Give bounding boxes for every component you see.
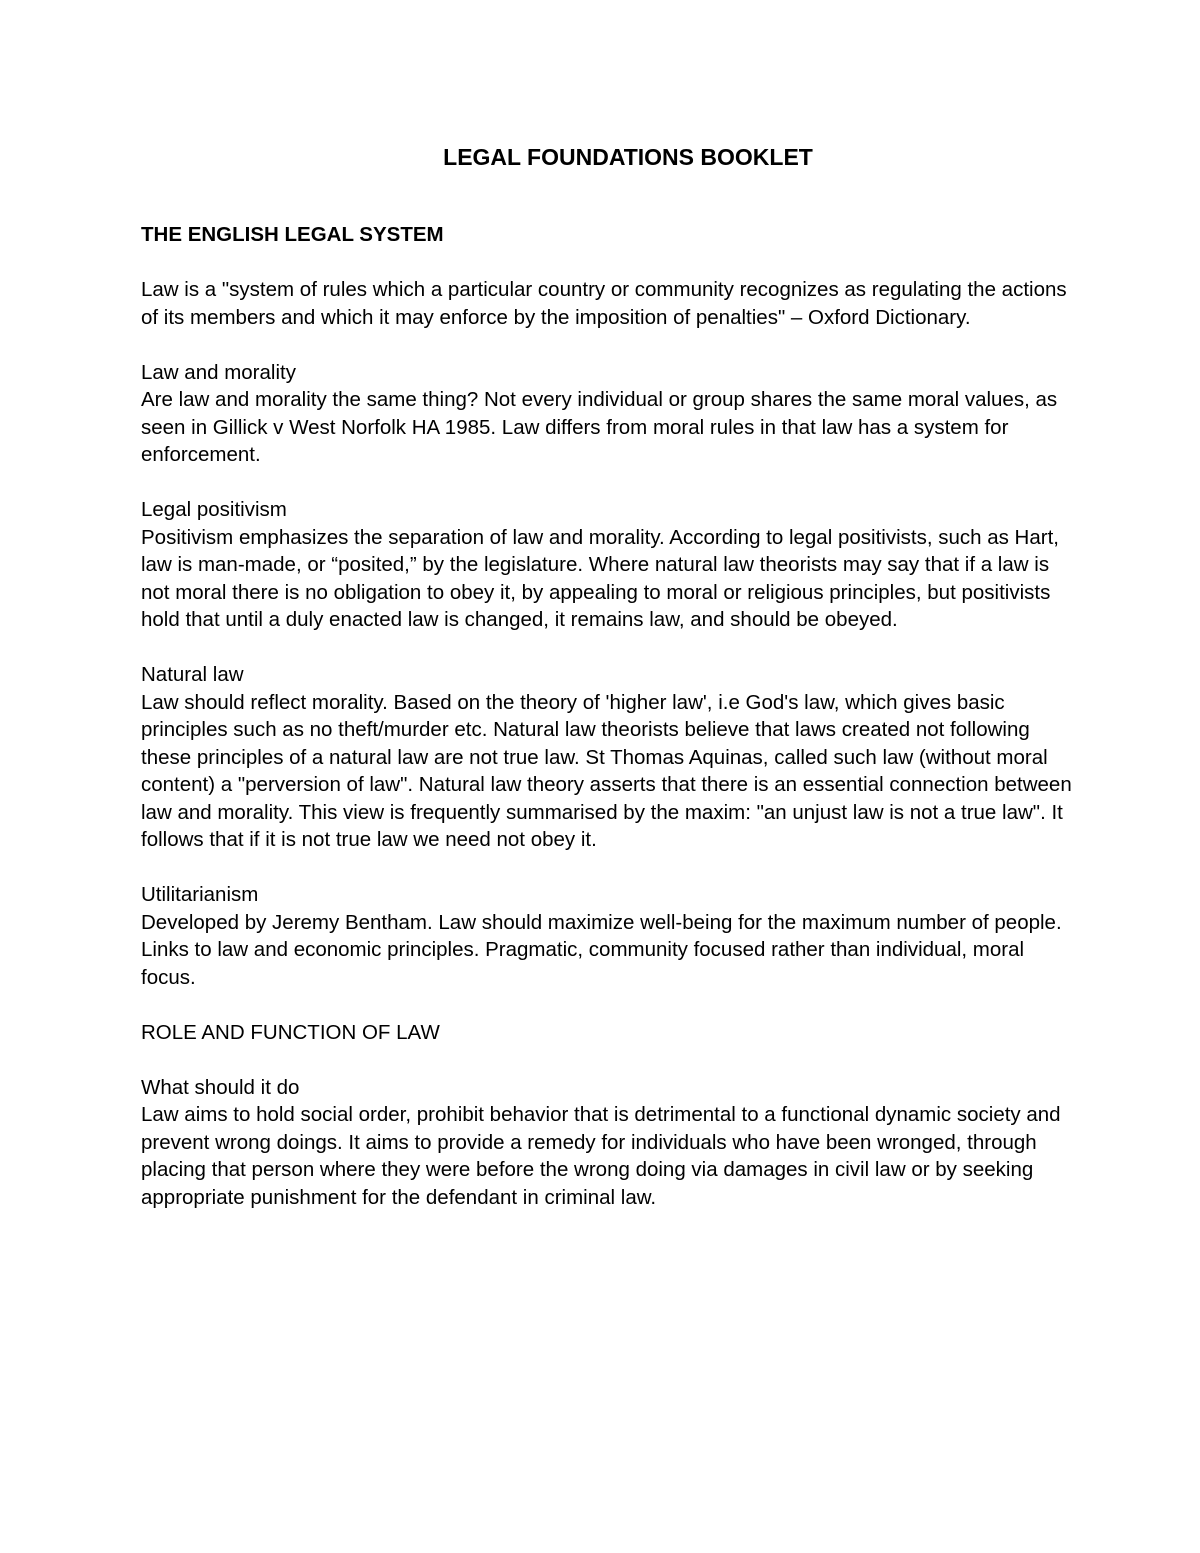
utilitarianism-block — [141, 881, 1081, 991]
intro-block — [141, 276, 1081, 331]
law-and-morality-paragraph: Are law and morality the same thing? Not every individual or group shares the same moral values, as seen in Gillick v West Norfolk HA 1985. Law differs from moral rules in that law has a system for enforcement. — [141, 388, 1058, 466]
legal-positivism-block — [141, 496, 1081, 634]
subheading-what-should-it-do: What should it do — [141, 1075, 300, 1099]
document-body — [141, 221, 1081, 1239]
natural-law-block — [141, 661, 1081, 854]
document-title: LEGAL FOUNDATIONS BOOKLET — [443, 144, 813, 170]
utilitarianism-paragraph: Developed by Jeremy Bentham. Law should maximize well-being for the maximum number of people. Links to law and economic principles. Pragmatic, community focused rather than individual, moral focus. — [141, 910, 1062, 989]
subheading-legal-positivism: Legal positivism — [141, 498, 287, 521]
subheading-natural-law: Natural law — [141, 663, 244, 686]
legal-positivism-paragraph: Positivism emphasizes the separation of law and morality. According to legal positivists, such as Hart, law is man-made, or “posited,” by the legislature. Where natural law theorists may say that if a law is not moral there is no obligation to obey it, by appealing to moral or religious principles, but positivists hold that until a duly enacted law is changed, it remains law, and should be obeyed. — [141, 525, 1059, 631]
what-should-it-do-paragraph: Law aims to hold social order, prohibit behavior that is detrimental to a functional dynamic society and prevent wrong doings. It aims to provide a remedy for individuals who have been wronged, through placing that person where they were before the wrong doing via damages in civil law or by seeking appropriate punishment for the defendant in criminal law. — [141, 1103, 1061, 1209]
section-heading-english-legal-system: THE ENGLISH LEGAL SYSTEM — [141, 223, 444, 246]
what-should-it-do-block — [141, 1074, 1081, 1212]
law-definition-paragraph: Law is a "system of rules which a particular country or community recognizes as regulating the actions of its members and which it may enforce by the imposition of penalties" – Oxford Dictionary. — [141, 278, 1067, 329]
subheading-law-and-morality: Law and morality — [141, 360, 296, 384]
natural-law-paragraph: Law should reflect morality. Based on the theory of 'higher law', i.e God's law, which gives basic principles such as no theft/murder etc. Natural law theorists believe that laws created not following these principles of a natural law are not true law. St Thomas Aquinas, called such law (without moral content) a "perversion of law". Natural law theory asserts that there is an essential connection between law and morality. This view is frequently summarised by the maxim: "an unjust law is not a true law". It follows that if it is not true law we need not obey it. — [141, 690, 1072, 851]
section-heading-role-and-function: ROLE AND FUNCTION OF LAW — [141, 1020, 440, 1044]
role-and-function-heading-block — [141, 1019, 1081, 1047]
law-and-morality-block — [141, 359, 1081, 469]
subheading-utilitarianism: Utilitarianism — [141, 883, 259, 906]
